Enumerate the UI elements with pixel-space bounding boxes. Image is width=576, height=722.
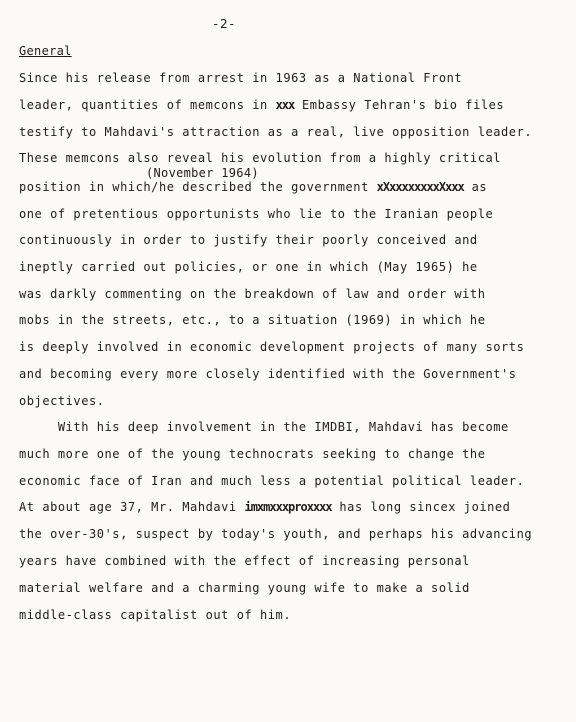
text-line: [19, 394, 105, 408]
line-text: At about age 37, Mr. Mahdavi: [19, 500, 245, 514]
line-text: and becoming every more closely identified with the Government's: [19, 367, 517, 381]
text-line: [19, 313, 485, 327]
text-line: [19, 367, 517, 381]
text-line: [19, 447, 485, 461]
text-line: [19, 420, 509, 434]
text-line: [19, 151, 501, 165]
line-text: These memcons also reveal his evolution from a highly critical: [19, 151, 502, 165]
line-text: economic face of Iran and much less a potential political leader.: [19, 474, 525, 488]
line-text: one of pretentious opportunists who lie to the Iranian people: [19, 207, 494, 221]
line-text-continued: as: [463, 180, 488, 194]
text-line: [19, 340, 524, 354]
text-line: [19, 608, 291, 622]
line-text: testify to Mahdavi's attraction as a real, live opposition leader.: [19, 125, 533, 139]
line-text: mobs in the streets, etc., to a situation (1969) in which he: [19, 313, 486, 327]
text-line: [19, 554, 470, 568]
line-text: ineptly carried out policies, or one in which (May 1965) he: [19, 260, 478, 274]
line-text-continued: has long sincex joined: [331, 500, 511, 514]
line-text: middle-class capitalist out of him.: [19, 608, 292, 622]
line-text: years have combined with the effect of increasing personal: [19, 554, 470, 568]
line-text: With his deep involvement in the IMDBI, Mahdavi has become: [19, 420, 509, 434]
text-line: [19, 474, 524, 488]
text-line: [19, 233, 478, 247]
line-text-continued: Embassy Tehran's bio files: [294, 98, 505, 112]
text-line: [19, 527, 532, 541]
text-line: [19, 287, 485, 301]
line-text: continuously in order to justify their poorly conceived and: [19, 233, 478, 247]
text-line: [19, 71, 462, 85]
line-text: Since his release from arrest in 1963 as a National Front: [19, 71, 463, 85]
line-text: material welfare and a charming young wife to make a solid: [19, 581, 470, 595]
text-line: [19, 98, 504, 112]
struck-out-text: xXxxxxxxxxXxxx: [376, 180, 464, 194]
page-number: -2-: [212, 16, 237, 31]
line-text: is deeply involved in economic development projects of many sorts: [19, 340, 525, 354]
line-text: objectives.: [19, 394, 105, 408]
text-line: [19, 125, 532, 139]
line-text: the over-30's, suspect by today's youth, and perhaps his advancing: [19, 527, 533, 541]
text-line: [19, 581, 470, 595]
text-line: [19, 260, 478, 274]
struck-out-text: imxmxxxproxxxx: [244, 500, 332, 514]
line-text: leader, quantities of memcons in: [19, 98, 276, 112]
text-line: [19, 180, 487, 194]
section-heading: General: [19, 44, 72, 58]
struck-out-text: xxx: [275, 98, 295, 112]
line-text: much more one of the young technocrats seeking to change the: [19, 447, 486, 461]
interlinear-note: (November 1964): [146, 166, 259, 180]
text-line: [19, 207, 493, 221]
line-text: was darkly commenting on the breakdown of law and order with: [19, 287, 486, 301]
text-line: [19, 500, 510, 514]
line-text: position in which/he described the government: [19, 180, 377, 194]
